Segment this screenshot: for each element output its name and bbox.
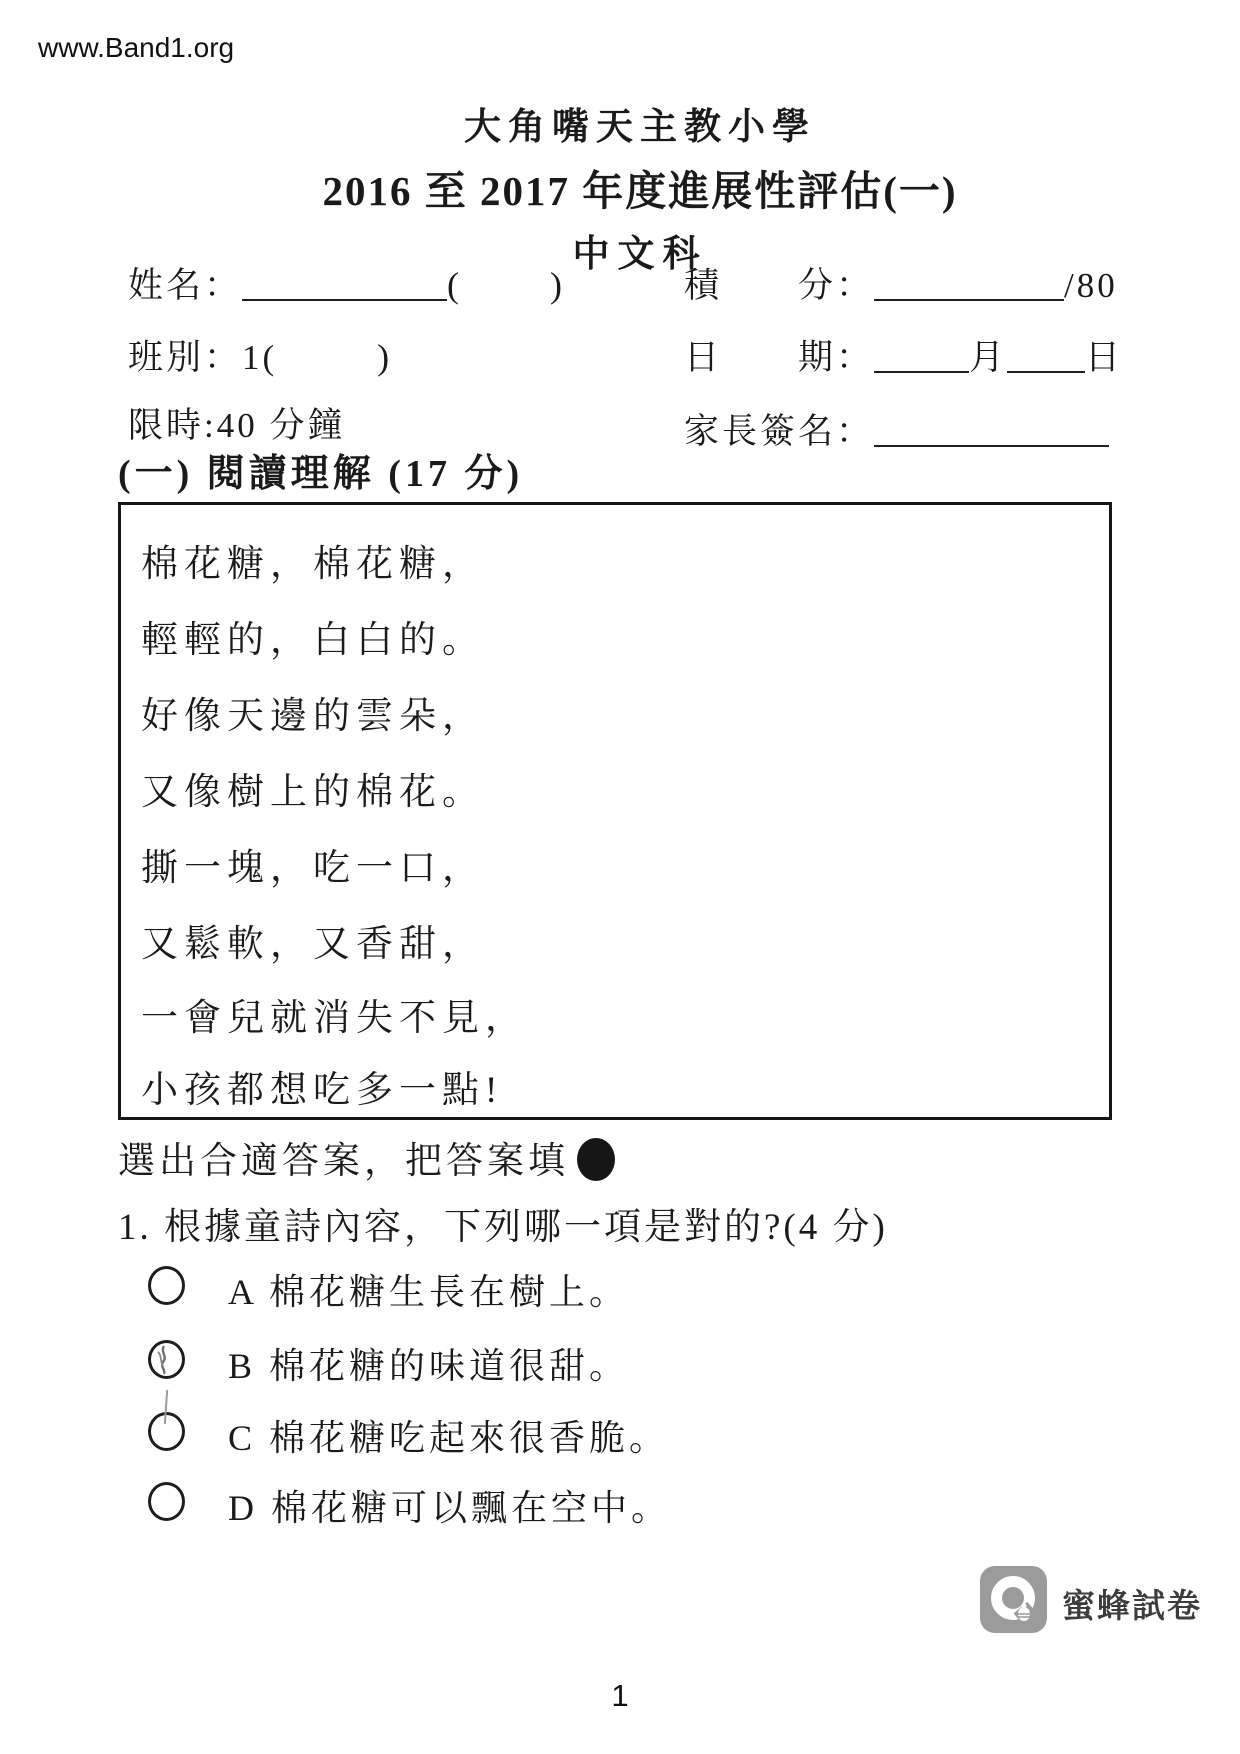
option-c-radio[interactable] [148, 1412, 185, 1451]
parent-signature-label: 家長簽名： [684, 412, 875, 451]
answer-fill-dot [577, 1138, 615, 1181]
poem-line: 輕輕的，白白的。 [141, 620, 485, 661]
reading-passage-box [118, 502, 1112, 1120]
day-label: 日 [1085, 338, 1124, 377]
time-limit-label: 限時:40 分鐘 [128, 406, 346, 445]
option-d-label: D 棉花糖可以飄在空中。 [228, 1488, 671, 1528]
option-a-radio[interactable] [148, 1266, 185, 1305]
poem-line: 又像樹上的棉花。 [141, 772, 485, 813]
poem-line: 一會兒就消失不見， [141, 998, 528, 1039]
option-d-radio[interactable] [148, 1482, 185, 1521]
poem-line: 棉花糖，棉花糖， [141, 544, 485, 585]
date-month-blank[interactable] [874, 371, 969, 373]
exam-title: 2016 至 2017 年度進展性評估(一) [322, 168, 958, 214]
section-heading: (一) 閱讀理解 (17 分) [118, 453, 524, 495]
score-label: 積 分： [684, 266, 875, 305]
pencil-scribble-mark [150, 1342, 184, 1378]
answer-instruction-text: 選出合適答案，把答案填 [118, 1141, 569, 1182]
month-label: 月 [969, 338, 1008, 377]
exam-header [60, 96, 1220, 277]
date-label: 日 期： [684, 338, 875, 377]
page-number: 1 [611, 1678, 629, 1713]
answer-instruction [118, 1130, 615, 1184]
poem-line: 又鬆軟，又香甜， [141, 924, 485, 965]
parent-signature-row [684, 404, 1109, 454]
poem-line: 小孩都想吃多一點! [141, 1070, 504, 1111]
school-name: 大角嘴天主教小學 [464, 107, 816, 148]
class-paren-close: ) [377, 337, 393, 377]
date-day-blank[interactable] [1007, 371, 1085, 373]
parent-signature-blank[interactable] [874, 445, 1109, 447]
option-b-label: B 棉花糖的味道很甜。 [228, 1346, 630, 1386]
watermark-url: www.Band1.org [38, 32, 235, 63]
name-blank[interactable] [242, 299, 447, 301]
score-denominator: /80 [1064, 266, 1118, 305]
option-c-label: C 棉花糖吃起來很香脆。 [228, 1418, 670, 1458]
brand-name: 蜜蜂試卷 [1062, 1589, 1202, 1625]
class-row [128, 330, 392, 380]
name-paren-close: ) [550, 265, 566, 305]
option-a-label: A 棉花糖生長在樹上。 [228, 1272, 630, 1312]
poem-line: 撕一塊，吃一口， [141, 848, 485, 889]
subject-title: 中文科 [572, 234, 708, 275]
bee-exam-logo [980, 1566, 1047, 1633]
bee-icon [1013, 1602, 1035, 1624]
name-label: 姓名： [128, 266, 243, 305]
name-paren-open: ( [447, 265, 463, 305]
score-row [684, 258, 1118, 308]
question-1-prompt: 1. 根據童詩內容，下列哪一項是對的?(4 分) [118, 1207, 888, 1248]
score-blank[interactable] [874, 299, 1064, 301]
date-row [684, 330, 1123, 380]
poem-line: 好像天邊的雲朵， [141, 696, 485, 737]
class-label: 班別：1( [128, 338, 278, 377]
name-row [128, 258, 565, 308]
time-limit-row [128, 398, 345, 448]
